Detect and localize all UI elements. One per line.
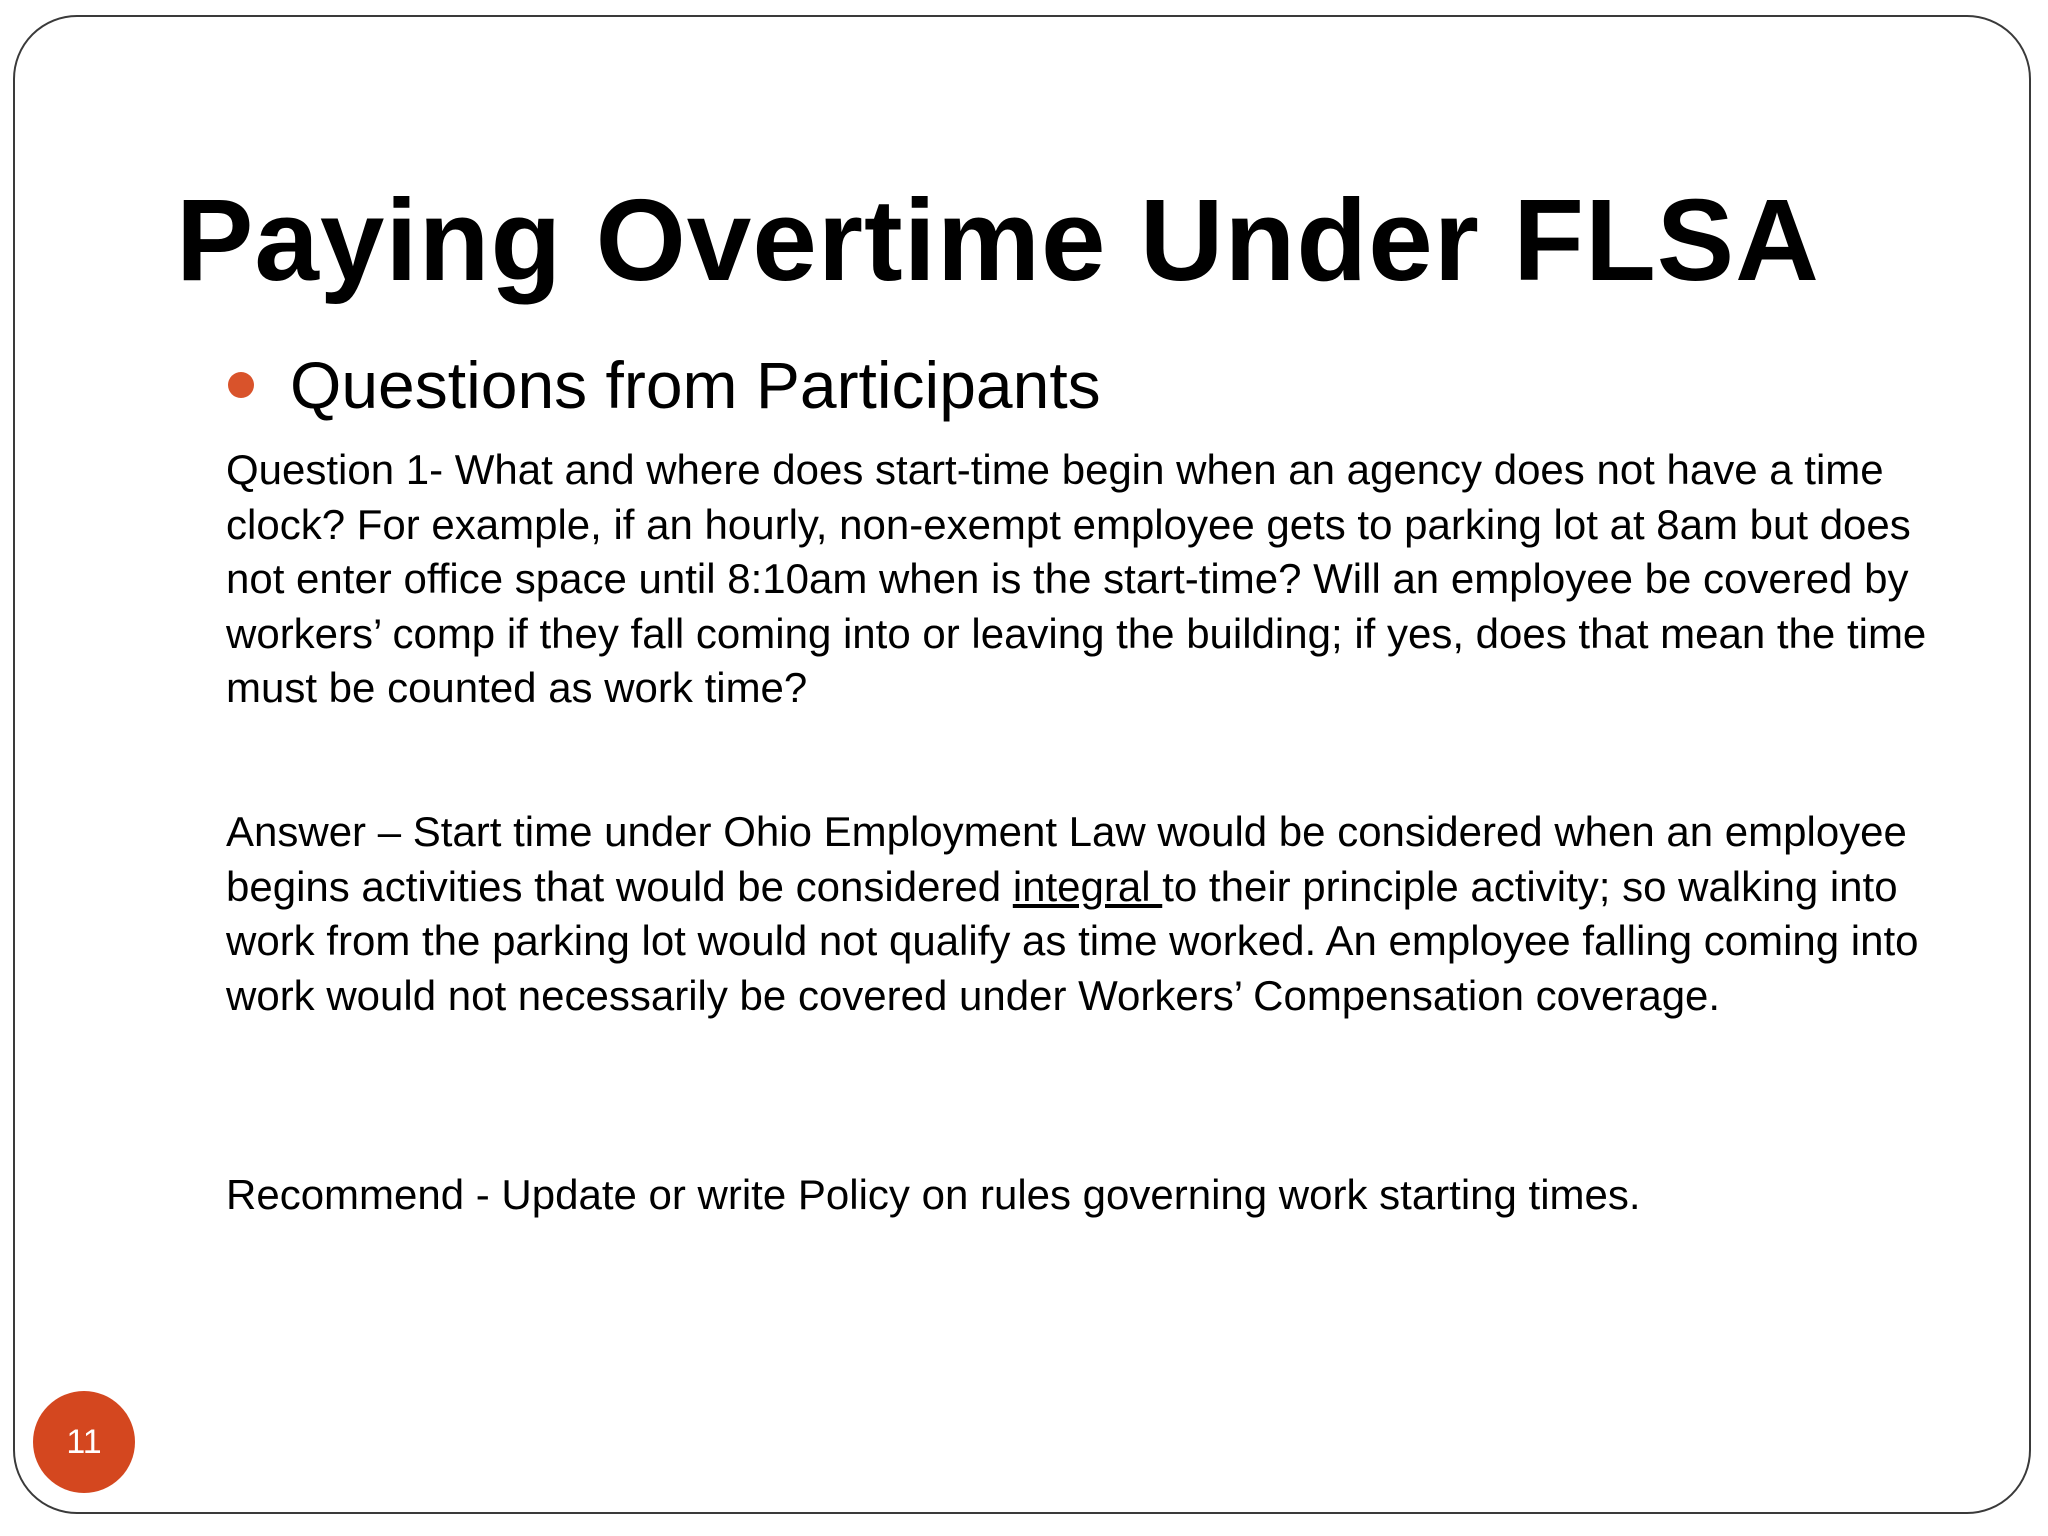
answer-paragraph — [226, 805, 1946, 1023]
recommend-paragraph: Recommend - Update or write Policy on rules governing work starting times. — [226, 1171, 1641, 1218]
answer-text-before: Answer – Start time under Ohio Employment Law would be considered when an employee begins activities that would be considered — [226, 808, 1907, 910]
bullet-item — [228, 340, 1101, 430]
bullet-text: Questions from Participants — [290, 348, 1101, 422]
slide-title: Paying Overtime Under FLSA — [176, 175, 1820, 305]
page-number-badge: 11 — [33, 1391, 135, 1493]
answer-underlined-word: integral — [1012, 862, 1163, 910]
question-paragraph: Question 1- What and where does start-time begin when an agency does not have a time clock? For example, if an hourly, non-exempt employee gets to parking lot at 8am but does not enter office space until 8:10am when is the start-time? Will an employee be covered by workers’ comp if they fall coming into or leaving the building; if yes, does that mean the time must be counted as work time? — [226, 446, 1927, 711]
answer-text-after: to their principle activity; so walking into work from the parking lot would not qualify as time worked. An employee falling coming into work would not necessarily be covered under Workers’ Compensation coverage. — [226, 862, 1919, 1019]
bullet-dot-icon — [228, 372, 254, 398]
